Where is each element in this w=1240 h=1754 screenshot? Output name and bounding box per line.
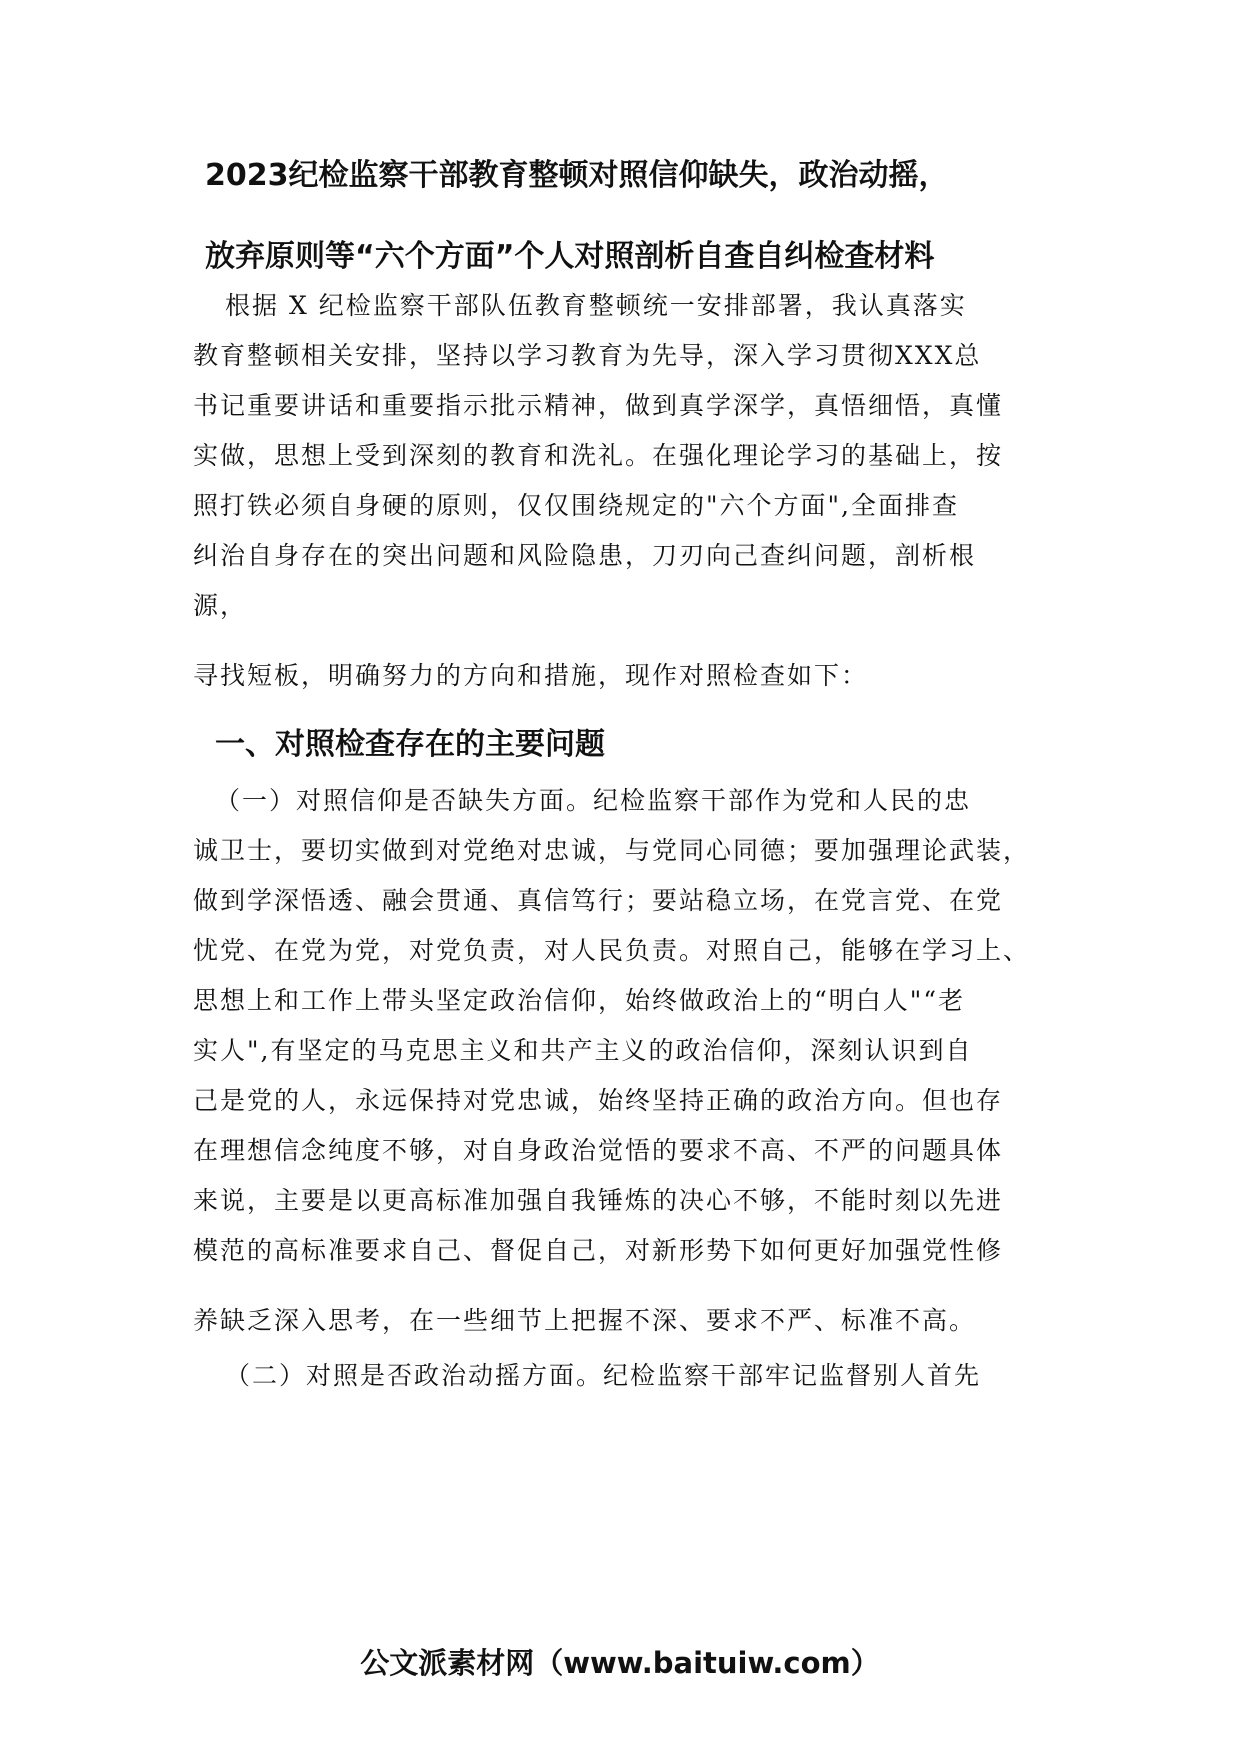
- intro-line: 实做，思想上受到深刻的教育和洗礼。在强化理论学习的基础上，按: [193, 441, 1004, 470]
- section-heading: 一、对照检查存在的主要问题: [215, 727, 605, 762]
- intro-line: 源，: [193, 591, 248, 620]
- document-title-line-1: 2023纪检监察干部教育整顿对照信仰缺失，政治动摇，: [205, 158, 949, 193]
- section-line: 在理想信念纯度不够，对自身政治觉悟的要求不高、不严的问题具体: [193, 1136, 1004, 1165]
- footer-watermark: 公文派素材网（www.baituiw.com）: [360, 1646, 880, 1680]
- intro-line: 纠治自身存在的突出问题和风险隐患，刀刃向己查纠问题，剖析根: [193, 541, 977, 570]
- section-line: 实人",有坚定的马克思主义和共产主义的政治信仰，深刻认识到自: [193, 1036, 973, 1065]
- section-line: 来说，主要是以更高标准加强自我锤炼的决心不够，不能时刻以先进: [193, 1186, 1004, 1215]
- section-line: 养缺乏深入思考，在一些细节上把握不深、要求不严、标准不高。: [193, 1306, 977, 1335]
- section-line: （一）对照信仰是否缺失方面。纪检监察干部作为党和人民的忠: [215, 786, 972, 815]
- section-line: 做到学深悟透、融会贯通、真信笃行；要站稳立场，在党言党、在党: [193, 886, 1004, 915]
- section-line: 思想上和工作上带头坚定政治信仰，始终做政治上的“明白人"“老: [193, 986, 966, 1015]
- intro-line: 书记重要讲话和重要指示批示精神，做到真学深学，真悟细悟，真懂: [193, 391, 1004, 420]
- section-line: 诚卫士，要切实做到对党绝对忠诚，与党同心同德；要加强理论武装，: [193, 836, 1031, 865]
- document-title-line-2: 放弃原则等“六个方面”个人对照剖析自查自纠检查材料: [205, 239, 935, 274]
- section-line: （二）对照是否政治动摇方面。纪检监察干部牢记监督别人首先: [225, 1361, 982, 1390]
- intro-line: 根据 X 纪检监察干部队伍教育整顿统一安排部署，我认真落实: [225, 291, 967, 320]
- section-line: 忧党、在党为党，对党负责，对人民负责。对照自己，能够在学习上、: [193, 936, 1031, 965]
- section-line: 模范的高标准要求自己、督促自己，对新形势下如何更好加强党性修: [193, 1236, 1004, 1265]
- intro-line: 教育整顿相关安排，坚持以学习教育为先导，深入学习贯彻XXX总: [193, 341, 982, 370]
- section-line: 己是党的人，永远保持对党忠诚，始终坚持正确的政治方向。但也存: [193, 1086, 1004, 1115]
- intro-line: 照打铁必须自身硬的原则，仅仅围绕规定的"六个方面",全面排查: [193, 491, 959, 520]
- intro-line: 寻找短板，明确努力的方向和措施，现作对照检查如下：: [193, 661, 869, 690]
